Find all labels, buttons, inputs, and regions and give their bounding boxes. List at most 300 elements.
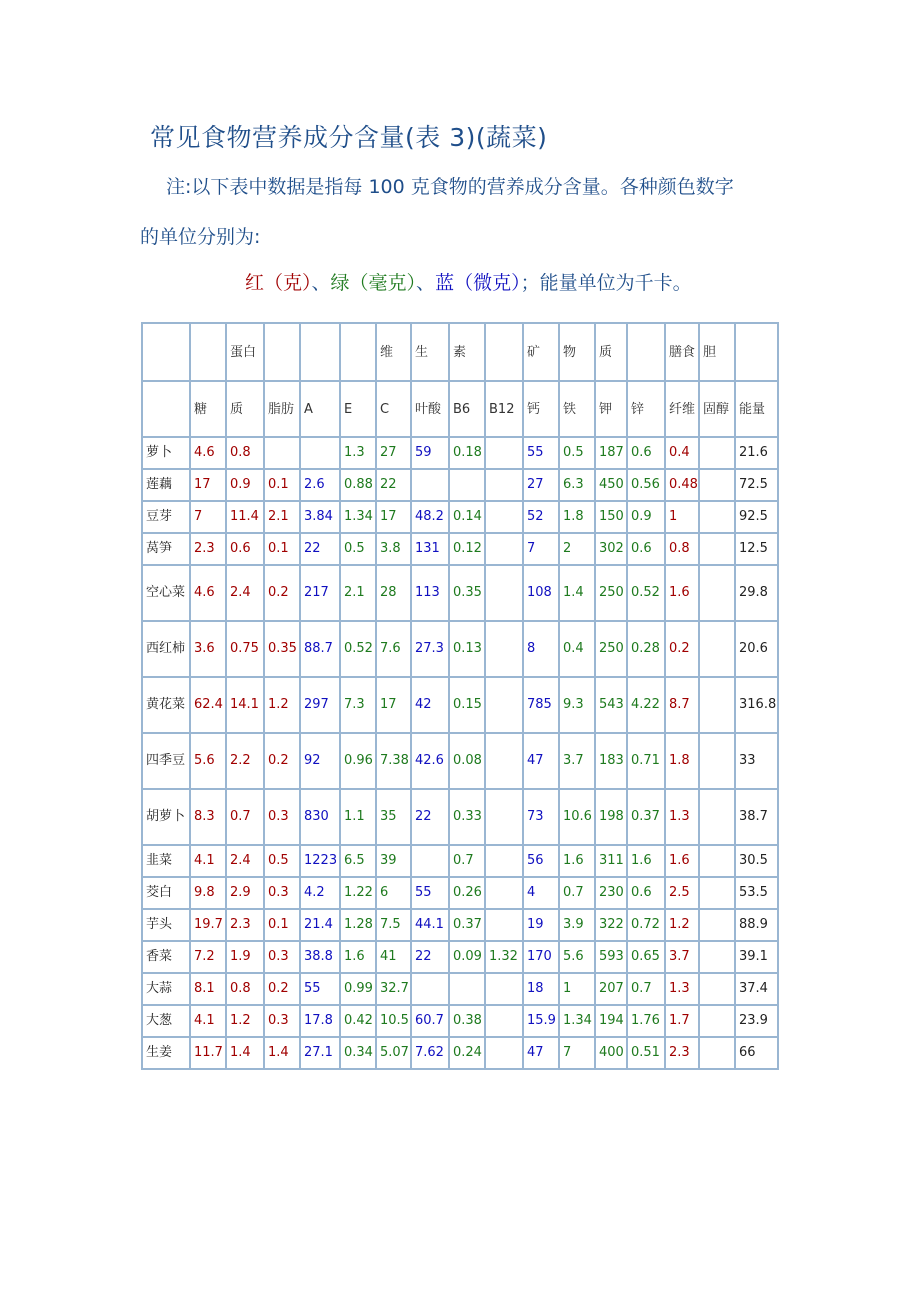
value-cell: 297 <box>300 677 340 733</box>
vegetable-name: 西红柿 <box>142 621 190 677</box>
value-cell: 14.1 <box>226 677 264 733</box>
value-cell: 7.2 <box>190 941 226 973</box>
value-cell: 8.3 <box>190 789 226 845</box>
value-cell: 32.7 <box>376 973 411 1005</box>
value-cell: 0.72 <box>627 909 665 941</box>
value-cell: 2.3 <box>665 1037 699 1069</box>
value-cell: 55 <box>411 877 449 909</box>
header-row <box>142 381 778 437</box>
value-cell: 0.48 <box>665 469 699 501</box>
value-cell <box>699 973 735 1005</box>
value-cell: 42.6 <box>411 733 449 789</box>
value-cell <box>699 437 735 469</box>
value-cell <box>699 909 735 941</box>
value-cell: 0.88 <box>340 469 376 501</box>
value-cell: 59 <box>411 437 449 469</box>
header-cell: 生 <box>411 323 449 381</box>
value-cell: 1.6 <box>665 565 699 621</box>
table-row <box>142 909 778 941</box>
unit-sep: 、 <box>311 272 331 294</box>
nutrition-table <box>141 322 779 1070</box>
value-cell: 55 <box>300 973 340 1005</box>
value-cell: 1.22 <box>340 877 376 909</box>
value-cell: 0.38 <box>449 1005 485 1037</box>
header-row <box>142 323 778 381</box>
value-cell <box>485 437 523 469</box>
value-cell <box>485 845 523 877</box>
header-cell <box>485 323 523 381</box>
value-cell: 38.7 <box>735 789 778 845</box>
value-cell <box>699 501 735 533</box>
table-row <box>142 877 778 909</box>
value-cell: 2.1 <box>340 565 376 621</box>
value-cell: 12.5 <box>735 533 778 565</box>
value-cell <box>699 1037 735 1069</box>
vegetable-name: 香菜 <box>142 941 190 973</box>
value-cell: 17.8 <box>300 1005 340 1037</box>
value-cell: 2.2 <box>226 733 264 789</box>
header-cell <box>735 323 778 381</box>
value-cell: 170 <box>523 941 559 973</box>
value-cell: 250 <box>595 565 627 621</box>
value-cell: 19 <box>523 909 559 941</box>
value-cell: 322 <box>595 909 627 941</box>
value-cell: 4.1 <box>190 1005 226 1037</box>
value-cell: 0.12 <box>449 533 485 565</box>
value-cell: 0.65 <box>627 941 665 973</box>
page-title: 常见食物营养成分含量(表 3)(蔬菜) <box>150 123 548 152</box>
value-cell <box>411 973 449 1005</box>
value-cell: 7.5 <box>376 909 411 941</box>
value-cell: 7.6 <box>376 621 411 677</box>
value-cell: 5.07 <box>376 1037 411 1069</box>
value-cell: 0.5 <box>559 437 595 469</box>
value-cell: 22 <box>376 469 411 501</box>
value-cell: 7 <box>190 501 226 533</box>
value-cell: 2.3 <box>190 533 226 565</box>
vegetable-name: 黄花菜 <box>142 677 190 733</box>
vegetable-name: 韭菜 <box>142 845 190 877</box>
value-cell: 1.2 <box>264 677 300 733</box>
header-cell <box>300 323 340 381</box>
value-cell: 8.1 <box>190 973 226 1005</box>
table-row <box>142 845 778 877</box>
table-row <box>142 533 778 565</box>
header-cell: A <box>300 381 340 437</box>
value-cell: 785 <box>523 677 559 733</box>
value-cell: 92 <box>300 733 340 789</box>
value-cell: 0.1 <box>264 533 300 565</box>
value-cell <box>485 973 523 1005</box>
value-cell: 1.1 <box>340 789 376 845</box>
value-cell: 11.7 <box>190 1037 226 1069</box>
value-cell: 0.28 <box>627 621 665 677</box>
value-cell: 0.6 <box>627 437 665 469</box>
value-cell: 33 <box>735 733 778 789</box>
value-cell <box>449 973 485 1005</box>
value-cell: 0.13 <box>449 621 485 677</box>
value-cell: 1.34 <box>340 501 376 533</box>
header-cell <box>142 323 190 381</box>
value-cell: 131 <box>411 533 449 565</box>
value-cell: 22 <box>411 789 449 845</box>
value-cell: 9.8 <box>190 877 226 909</box>
value-cell <box>699 877 735 909</box>
header-cell: 脂肪 <box>264 381 300 437</box>
value-cell: 0.4 <box>559 621 595 677</box>
value-cell: 7 <box>559 1037 595 1069</box>
value-cell: 8.7 <box>665 677 699 733</box>
value-cell: 2.9 <box>226 877 264 909</box>
value-cell: 108 <box>523 565 559 621</box>
value-cell: 1.2 <box>665 909 699 941</box>
header-cell: 能量 <box>735 381 778 437</box>
header-cell: 糖 <box>190 381 226 437</box>
value-cell: 47 <box>523 1037 559 1069</box>
value-cell: 0.5 <box>340 533 376 565</box>
value-cell: 1.28 <box>340 909 376 941</box>
value-cell <box>411 469 449 501</box>
value-cell: 0.9 <box>627 501 665 533</box>
vegetable-name: 萝卜 <box>142 437 190 469</box>
value-cell: 30.5 <box>735 845 778 877</box>
value-cell: 17 <box>376 677 411 733</box>
value-cell: 60.7 <box>411 1005 449 1037</box>
value-cell <box>485 621 523 677</box>
value-cell: 0.2 <box>264 973 300 1005</box>
value-cell: 0.8 <box>665 533 699 565</box>
value-cell: 1.6 <box>559 845 595 877</box>
value-cell: 9.3 <box>559 677 595 733</box>
value-cell <box>699 845 735 877</box>
value-cell: 0.9 <box>226 469 264 501</box>
header-cell: 膳食 <box>665 323 699 381</box>
value-cell: 27 <box>376 437 411 469</box>
value-cell: 183 <box>595 733 627 789</box>
value-cell <box>699 1005 735 1037</box>
vegetable-name: 生姜 <box>142 1037 190 1069</box>
vegetable-name: 胡萝卜 <box>142 789 190 845</box>
unit-green: 绿（毫克） <box>330 272 417 294</box>
value-cell: 2 <box>559 533 595 565</box>
value-cell: 0.08 <box>449 733 485 789</box>
value-cell <box>485 909 523 941</box>
value-cell <box>699 469 735 501</box>
value-cell: 0.8 <box>226 437 264 469</box>
value-cell: 41 <box>376 941 411 973</box>
value-cell: 3.6 <box>190 621 226 677</box>
value-cell: 311 <box>595 845 627 877</box>
value-cell: 48.2 <box>411 501 449 533</box>
value-cell: 0.33 <box>449 789 485 845</box>
value-cell: 3.7 <box>559 733 595 789</box>
value-cell: 1.34 <box>559 1005 595 1037</box>
header-cell <box>142 381 190 437</box>
value-cell: 29.8 <box>735 565 778 621</box>
value-cell <box>699 677 735 733</box>
value-cell: 4.1 <box>190 845 226 877</box>
header-cell: 固醇 <box>699 381 735 437</box>
header-cell: 矿 <box>523 323 559 381</box>
header-cell: 叶酸 <box>411 381 449 437</box>
value-cell: 0.24 <box>449 1037 485 1069</box>
value-cell: 302 <box>595 533 627 565</box>
value-cell: 316.8 <box>735 677 778 733</box>
header-cell: E <box>340 381 376 437</box>
header-cell: 钾 <box>595 381 627 437</box>
value-cell: 20.6 <box>735 621 778 677</box>
value-cell: 0.37 <box>449 909 485 941</box>
value-cell: 0.5 <box>264 845 300 877</box>
value-cell: 11.4 <box>226 501 264 533</box>
value-cell: 22 <box>411 941 449 973</box>
value-cell: 1.3 <box>340 437 376 469</box>
value-cell: 543 <box>595 677 627 733</box>
value-cell: 0.99 <box>340 973 376 1005</box>
value-cell: 4 <box>523 877 559 909</box>
value-cell: 1.3 <box>665 789 699 845</box>
value-cell: 0.34 <box>340 1037 376 1069</box>
value-cell: 72.5 <box>735 469 778 501</box>
value-cell <box>699 789 735 845</box>
value-cell: 1.4 <box>559 565 595 621</box>
value-cell: 88.9 <box>735 909 778 941</box>
value-cell: 66 <box>735 1037 778 1069</box>
value-cell: 2.3 <box>226 909 264 941</box>
vegetable-name: 大蒜 <box>142 973 190 1005</box>
value-cell: 3.84 <box>300 501 340 533</box>
header-cell: 质 <box>595 323 627 381</box>
value-cell: 0.37 <box>627 789 665 845</box>
value-cell: 62.4 <box>190 677 226 733</box>
unit-legend <box>245 268 692 295</box>
value-cell: 2.4 <box>226 565 264 621</box>
table-row <box>142 565 778 621</box>
value-cell: 0.51 <box>627 1037 665 1069</box>
value-cell: 6.3 <box>559 469 595 501</box>
value-cell: 4.6 <box>190 437 226 469</box>
value-cell: 0.96 <box>340 733 376 789</box>
header-cell <box>340 323 376 381</box>
header-cell: 蛋白 <box>226 323 264 381</box>
value-cell: 150 <box>595 501 627 533</box>
vegetable-name: 空心菜 <box>142 565 190 621</box>
value-cell: 0.35 <box>264 621 300 677</box>
value-cell: 1.7 <box>665 1005 699 1037</box>
table-row <box>142 469 778 501</box>
header-cell: 物 <box>559 323 595 381</box>
value-cell: 3.8 <box>376 533 411 565</box>
header-cell: 质 <box>226 381 264 437</box>
value-cell: 0.7 <box>449 845 485 877</box>
value-cell: 21.6 <box>735 437 778 469</box>
value-cell: 0.35 <box>449 565 485 621</box>
value-cell: 0.26 <box>449 877 485 909</box>
value-cell: 27.1 <box>300 1037 340 1069</box>
value-cell: 42 <box>411 677 449 733</box>
value-cell: 0.18 <box>449 437 485 469</box>
header-cell: 锌 <box>627 381 665 437</box>
value-cell: 113 <box>411 565 449 621</box>
value-cell <box>485 877 523 909</box>
value-cell: 207 <box>595 973 627 1005</box>
value-cell: 38.8 <box>300 941 340 973</box>
value-cell: 44.1 <box>411 909 449 941</box>
vegetable-name: 大葱 <box>142 1005 190 1037</box>
table-row <box>142 973 778 1005</box>
table-row <box>142 621 778 677</box>
value-cell: 0.52 <box>340 621 376 677</box>
table-row <box>142 437 778 469</box>
value-cell: 15.9 <box>523 1005 559 1037</box>
table-row <box>142 789 778 845</box>
value-cell <box>449 469 485 501</box>
header-cell: 纤维 <box>665 381 699 437</box>
value-cell <box>485 469 523 501</box>
header-cell <box>264 323 300 381</box>
value-cell: 0.6 <box>627 533 665 565</box>
value-cell: 23.9 <box>735 1005 778 1037</box>
value-cell: 3.9 <box>559 909 595 941</box>
value-cell: 194 <box>595 1005 627 1037</box>
value-cell: 830 <box>300 789 340 845</box>
value-cell: 0.7 <box>627 973 665 1005</box>
vegetable-name: 芋头 <box>142 909 190 941</box>
value-cell: 1.76 <box>627 1005 665 1037</box>
value-cell: 37.4 <box>735 973 778 1005</box>
header-cell: C <box>376 381 411 437</box>
value-cell: 53.5 <box>735 877 778 909</box>
value-cell: 1.3 <box>665 973 699 1005</box>
unit-red: 红（克） <box>245 272 312 294</box>
value-cell: 2.5 <box>665 877 699 909</box>
value-cell: 0.1 <box>264 909 300 941</box>
value-cell: 6.5 <box>340 845 376 877</box>
value-cell: 17 <box>376 501 411 533</box>
vegetable-name: 豆芽 <box>142 501 190 533</box>
value-cell: 7.38 <box>376 733 411 789</box>
value-cell: 450 <box>595 469 627 501</box>
value-cell <box>485 789 523 845</box>
value-cell: 39.1 <box>735 941 778 973</box>
table-row <box>142 1037 778 1069</box>
value-cell: 0.15 <box>449 677 485 733</box>
value-cell: 4.6 <box>190 565 226 621</box>
value-cell: 1 <box>665 501 699 533</box>
value-cell <box>699 565 735 621</box>
value-cell <box>485 1037 523 1069</box>
table-row <box>142 501 778 533</box>
value-cell: 0.4 <box>665 437 699 469</box>
header-cell: 钙 <box>523 381 559 437</box>
table-row <box>142 1005 778 1037</box>
value-cell: 19.7 <box>190 909 226 941</box>
value-cell: 0.52 <box>627 565 665 621</box>
value-cell: 230 <box>595 877 627 909</box>
vegetable-name: 莴笋 <box>142 533 190 565</box>
header-cell: 铁 <box>559 381 595 437</box>
header-cell: 维 <box>376 323 411 381</box>
value-cell: 7.3 <box>340 677 376 733</box>
value-cell: 28 <box>376 565 411 621</box>
value-cell: 217 <box>300 565 340 621</box>
value-cell: 92.5 <box>735 501 778 533</box>
value-cell <box>300 437 340 469</box>
value-cell: 0.7 <box>226 789 264 845</box>
value-cell: 73 <box>523 789 559 845</box>
value-cell: 21.4 <box>300 909 340 941</box>
value-cell: 593 <box>595 941 627 973</box>
value-cell: 6 <box>376 877 411 909</box>
value-cell <box>699 533 735 565</box>
header-cell <box>190 323 226 381</box>
value-cell: 2.6 <box>300 469 340 501</box>
value-cell: 400 <box>595 1037 627 1069</box>
value-cell: 0.7 <box>559 877 595 909</box>
value-cell: 198 <box>595 789 627 845</box>
value-cell: 10.6 <box>559 789 595 845</box>
value-cell: 0.09 <box>449 941 485 973</box>
vegetable-name: 茭白 <box>142 877 190 909</box>
value-cell <box>699 941 735 973</box>
value-cell: 10.5 <box>376 1005 411 1037</box>
header-cell: B6 <box>449 381 485 437</box>
value-cell: 1.6 <box>627 845 665 877</box>
value-cell: 1.4 <box>264 1037 300 1069</box>
value-cell: 1.2 <box>226 1005 264 1037</box>
value-cell <box>485 533 523 565</box>
value-cell: 35 <box>376 789 411 845</box>
value-cell: 17 <box>190 469 226 501</box>
value-cell: 0.2 <box>665 621 699 677</box>
table-row <box>142 941 778 973</box>
value-cell: 1.8 <box>665 733 699 789</box>
value-cell: 0.14 <box>449 501 485 533</box>
value-cell: 8 <box>523 621 559 677</box>
table-row <box>142 677 778 733</box>
value-cell: 0.75 <box>226 621 264 677</box>
value-cell: 27 <box>523 469 559 501</box>
table-row <box>142 733 778 789</box>
value-cell: 187 <box>595 437 627 469</box>
header-cell: B12 <box>485 381 523 437</box>
value-cell: 27.3 <box>411 621 449 677</box>
unit-blue: 蓝（微克） <box>435 272 521 294</box>
note-line-2: 的单位分别为: <box>140 226 261 248</box>
value-cell: 0.2 <box>264 565 300 621</box>
value-cell <box>411 845 449 877</box>
value-cell: 250 <box>595 621 627 677</box>
value-cell: 5.6 <box>190 733 226 789</box>
value-cell: 1.6 <box>340 941 376 973</box>
note-line-1: 注:以下表中数据是指每 100 克食物的营养成分含量。各种颜色数字 <box>166 176 734 198</box>
value-cell: 88.7 <box>300 621 340 677</box>
value-cell: 7.62 <box>411 1037 449 1069</box>
unit-energy-note: ；能量单位为千卡。 <box>520 272 692 294</box>
value-cell: 0.8 <box>226 973 264 1005</box>
value-cell: 1.32 <box>485 941 523 973</box>
value-cell: 0.6 <box>627 877 665 909</box>
value-cell: 52 <box>523 501 559 533</box>
value-cell: 4.2 <box>300 877 340 909</box>
value-cell: 0.3 <box>264 789 300 845</box>
value-cell <box>485 501 523 533</box>
header-cell: 胆 <box>699 323 735 381</box>
value-cell: 1.6 <box>665 845 699 877</box>
header-cell: 素 <box>449 323 485 381</box>
value-cell: 1 <box>559 973 595 1005</box>
value-cell: 1.9 <box>226 941 264 973</box>
